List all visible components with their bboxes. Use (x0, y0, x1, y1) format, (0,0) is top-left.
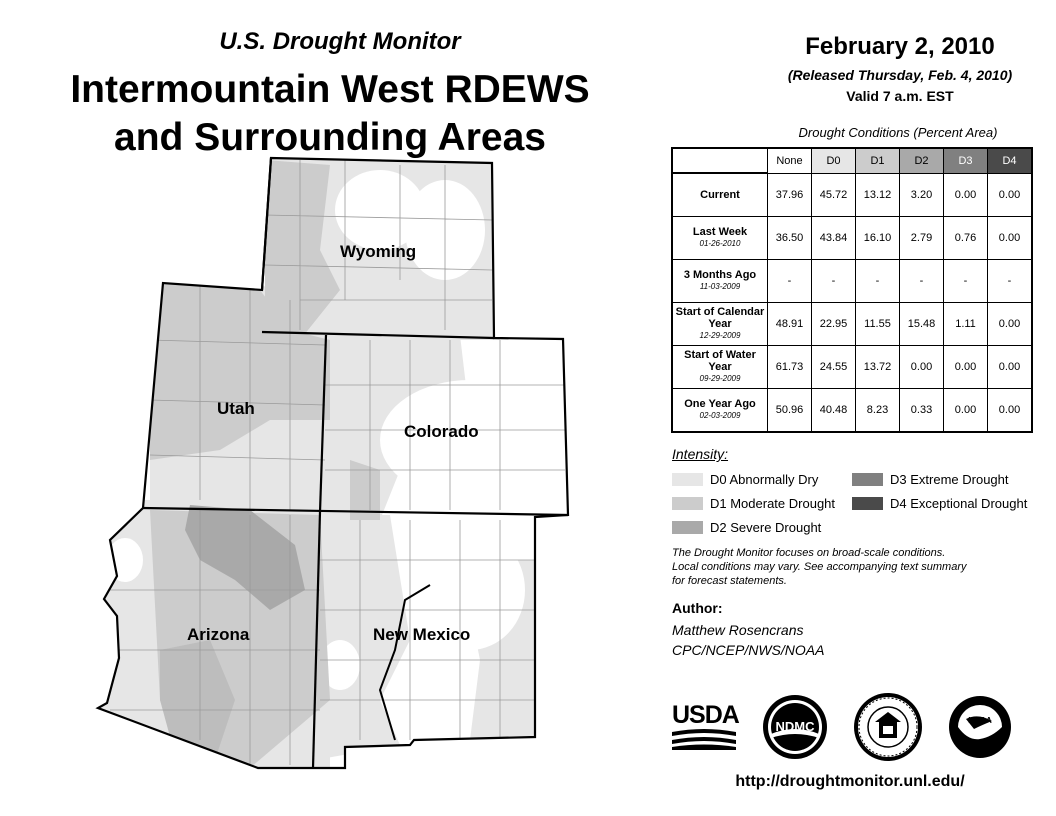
table-cell: - (988, 260, 1033, 303)
row-label: Current (672, 173, 768, 217)
legend-swatch-d4 (852, 497, 883, 510)
usda-logo (672, 702, 738, 748)
table-cell: - (856, 260, 900, 303)
col-header-none: None (768, 148, 812, 173)
table-cell: 0.00 (944, 346, 988, 389)
table-cell: 13.72 (856, 346, 900, 389)
table-cell: 8.23 (856, 389, 900, 433)
author-heading: Author: (672, 600, 723, 616)
ndmc-logo (762, 694, 828, 760)
state-label-wyoming: Wyoming (340, 242, 417, 261)
state-label-arizona: Arizona (187, 625, 250, 644)
disclaimer-note (672, 546, 1032, 588)
table-cell: 0.00 (988, 346, 1033, 389)
release-date: (Released Thursday, Feb. 4, 2010) (787, 67, 1013, 83)
table-row (672, 389, 1032, 433)
table-row (672, 303, 1032, 346)
legend-label-d0: D0 Abnormally Dry (710, 472, 819, 487)
row-label: Last Week 01-26-2010 (672, 217, 768, 260)
note-line: The Drought Monitor focuses on broad-scale conditions. (672, 547, 946, 559)
legend-swatch-d2 (672, 521, 703, 534)
table-cell: 61.73 (768, 346, 812, 389)
state-label-colorado: Colorado (404, 422, 479, 441)
table-cell: 11.55 (856, 303, 900, 346)
table-cell: 0.00 (944, 389, 988, 433)
table-corner (672, 148, 768, 173)
drought-shading (90, 150, 580, 780)
table-cell: - (900, 260, 944, 303)
usda-logo-text: USDA (672, 701, 739, 729)
table-cell: 0.00 (988, 303, 1033, 346)
legend-label-d2: D2 Severe Drought (710, 520, 822, 535)
table-cell: 0.00 (900, 346, 944, 389)
usda-hills-icon (672, 728, 736, 750)
table-cell: 2.79 (900, 217, 944, 260)
row-label: Start of Calendar Year 12-29-2009 (672, 303, 768, 346)
table-cell: 0.33 (900, 389, 944, 433)
table-cell: 48.91 (768, 303, 812, 346)
table-row (672, 346, 1032, 389)
map-title-line2: and Surrounding Areas (114, 116, 546, 159)
table-cell: 0.00 (944, 173, 988, 217)
col-header-d4: D4 (988, 148, 1033, 173)
legend-label-d3: D3 Extreme Drought (890, 472, 1009, 487)
table-cell: 40.48 (812, 389, 856, 433)
state-label-utah: Utah (217, 399, 255, 418)
table-cell: 45.72 (812, 173, 856, 217)
commerce-seal-icon (853, 692, 923, 762)
noaa-logo-text: NOAA (968, 716, 992, 725)
legend-swatch-d0 (672, 473, 703, 486)
drought-conditions-table (671, 147, 1033, 433)
table-cell: 22.95 (812, 303, 856, 346)
legend-swatch-d1 (672, 497, 703, 510)
table-cell: 37.96 (768, 173, 812, 217)
col-header-d0: D0 (812, 148, 856, 173)
table-row (672, 260, 1032, 303)
table-cell: 0.00 (988, 173, 1033, 217)
map-title-line1: Intermountain West RDEWS (70, 68, 590, 111)
no-drought-arizona-west (107, 538, 143, 582)
table-cell: 16.10 (856, 217, 900, 260)
map-subtitle: U.S. Drought Monitor (219, 28, 461, 55)
table-row (672, 173, 1032, 217)
legend-label-d1: D1 Moderate Drought (710, 496, 836, 511)
legend-label-d4: D4 Exceptional Drought (890, 496, 1028, 511)
table-cell: 1.11 (944, 303, 988, 346)
table-cell: 36.50 (768, 217, 812, 260)
row-label: One Year Ago 02-03-2009 (672, 389, 768, 433)
author-name: Matthew Rosencrans (672, 622, 804, 638)
table-cell: 43.84 (812, 217, 856, 260)
legend (672, 472, 1032, 542)
valid-time: Valid 7 a.m. EST (846, 88, 954, 104)
col-header-d2: D2 (900, 148, 944, 173)
table-cell: 0.76 (944, 217, 988, 260)
legend-title: Intensity: (672, 446, 729, 462)
website-link[interactable]: http://droughtmonitor.unl.edu/ (735, 773, 965, 790)
table-cell: 13.12 (856, 173, 900, 217)
map-date: February 2, 2010 (805, 33, 995, 60)
table-caption: Drought Conditions (Percent Area) (798, 125, 998, 140)
table-cell: 50.96 (768, 389, 812, 433)
table-cell: - (812, 260, 856, 303)
author-org: CPC/NCEP/NWS/NOAA (672, 642, 825, 658)
note-line: for forecast statements. (672, 575, 787, 587)
table-cell: 0.00 (988, 389, 1033, 433)
author-info (672, 620, 824, 660)
table-cell: 0.00 (988, 217, 1033, 260)
table-cell: 15.48 (900, 303, 944, 346)
noaa-logo (948, 695, 1012, 759)
table-header-row (672, 148, 1032, 173)
state-label-newmexico: New Mexico (373, 625, 471, 644)
ndmc-logo-text: NDMC (775, 719, 815, 734)
table-cell: 3.20 (900, 173, 944, 217)
col-header-d3: D3 (944, 148, 988, 173)
row-label: 3 Months Ago 11-03-2009 (672, 260, 768, 303)
row-label: Start of Water Year 09-29-2009 (672, 346, 768, 389)
table-cell: - (768, 260, 812, 303)
note-line: Local conditions may vary. See accompanying text summary (672, 561, 967, 573)
legend-swatch-d3 (852, 473, 883, 486)
table-row (672, 217, 1032, 260)
table-cell: 24.55 (812, 346, 856, 389)
table-cell: - (944, 260, 988, 303)
col-header-d1: D1 (856, 148, 900, 173)
